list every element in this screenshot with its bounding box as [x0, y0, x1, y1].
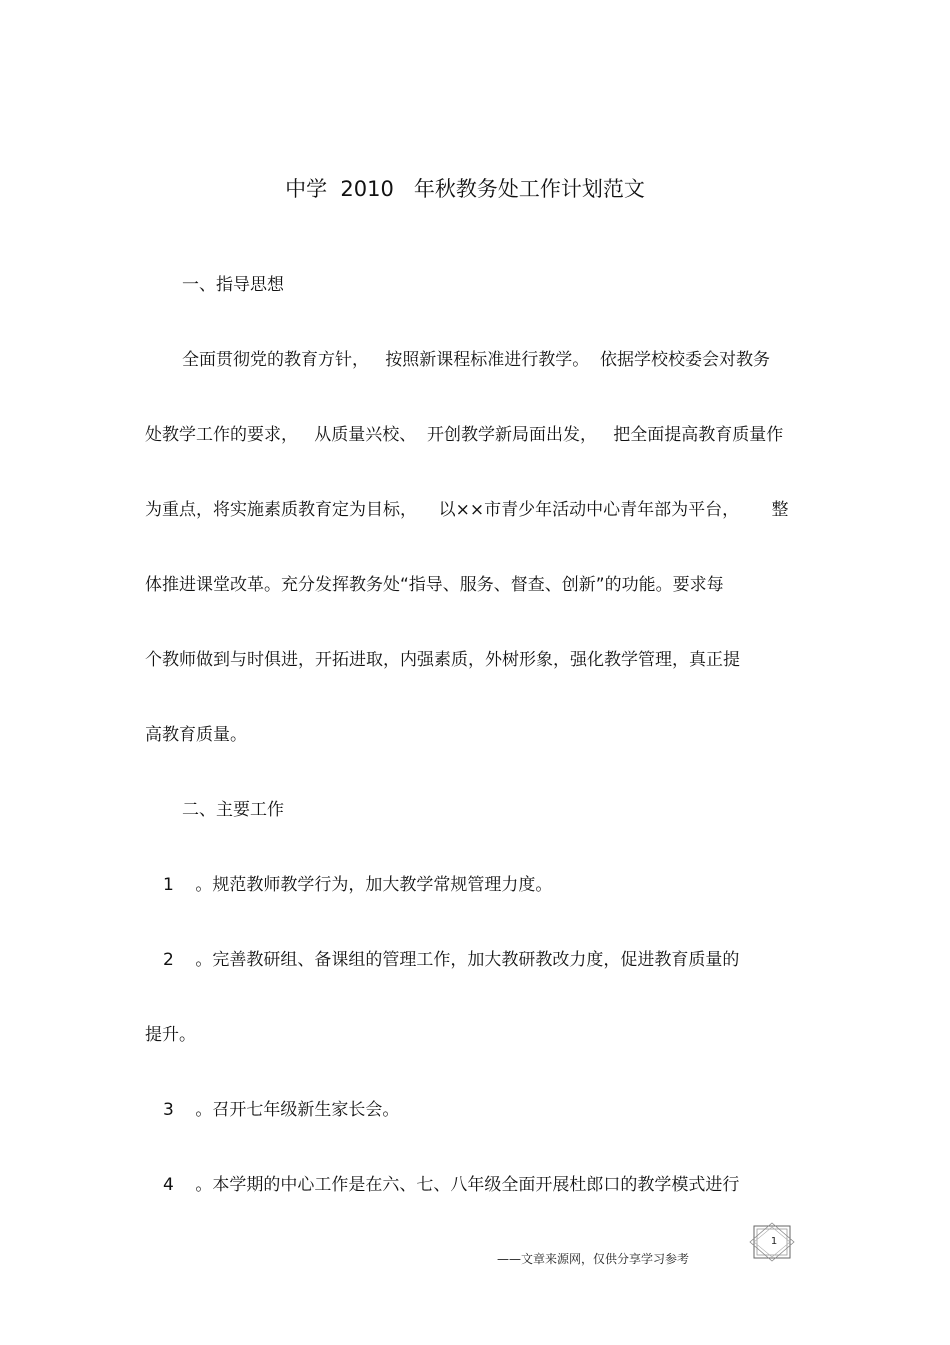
paragraph-line: 处教学工作的要求， 从质量兴校、 开创教学新局面出发， 把全面提高教育质量作: [145, 425, 784, 445]
list-item-continuation: 提升。: [145, 1025, 196, 1045]
list-item: 3 。召开七年级新生家长会。: [163, 1100, 400, 1120]
footer-source-note: ——文章来源网，仅供分享学习参考: [497, 1252, 690, 1266]
section-heading-main-work: 二、主要工作: [182, 800, 284, 820]
paragraph-line: 全面贯彻党的教育方针， 按照新课程标准进行教学。 依据学校校委会对教务: [182, 350, 771, 370]
list-item: 1 。规范教师教学行为，加大教学常规管理力度。: [163, 875, 553, 895]
list-item: 4 。本学期的中心工作是在六、七、八年级全面开展杜郎口的教学模式进行: [163, 1175, 740, 1195]
document-title: 中学 2010 年秋教务处工作计划范文: [285, 177, 645, 201]
paragraph-line: 为重点，将实施素质教育定为目标， 以××市青少年活动中心青年部为平台， 整: [145, 500, 789, 520]
paragraph-line: 体推进课堂改革。充分发挥教务处“指导、服务、督查、创新”的功能。要求每: [145, 575, 724, 595]
list-item: 2 。完善教研组、备课组的管理工作，加大教研教改力度，促进教育质量的: [163, 950, 740, 970]
page-number: 1: [770, 1236, 778, 1247]
paragraph-line: 高教育质量。: [145, 725, 247, 745]
paragraph-line: 个教师做到与时俱进，开拓进取，内强素质，外树形象，强化教学管理，真正提: [145, 650, 740, 670]
section-heading-guiding-ideology: 一、指导思想: [182, 275, 284, 295]
